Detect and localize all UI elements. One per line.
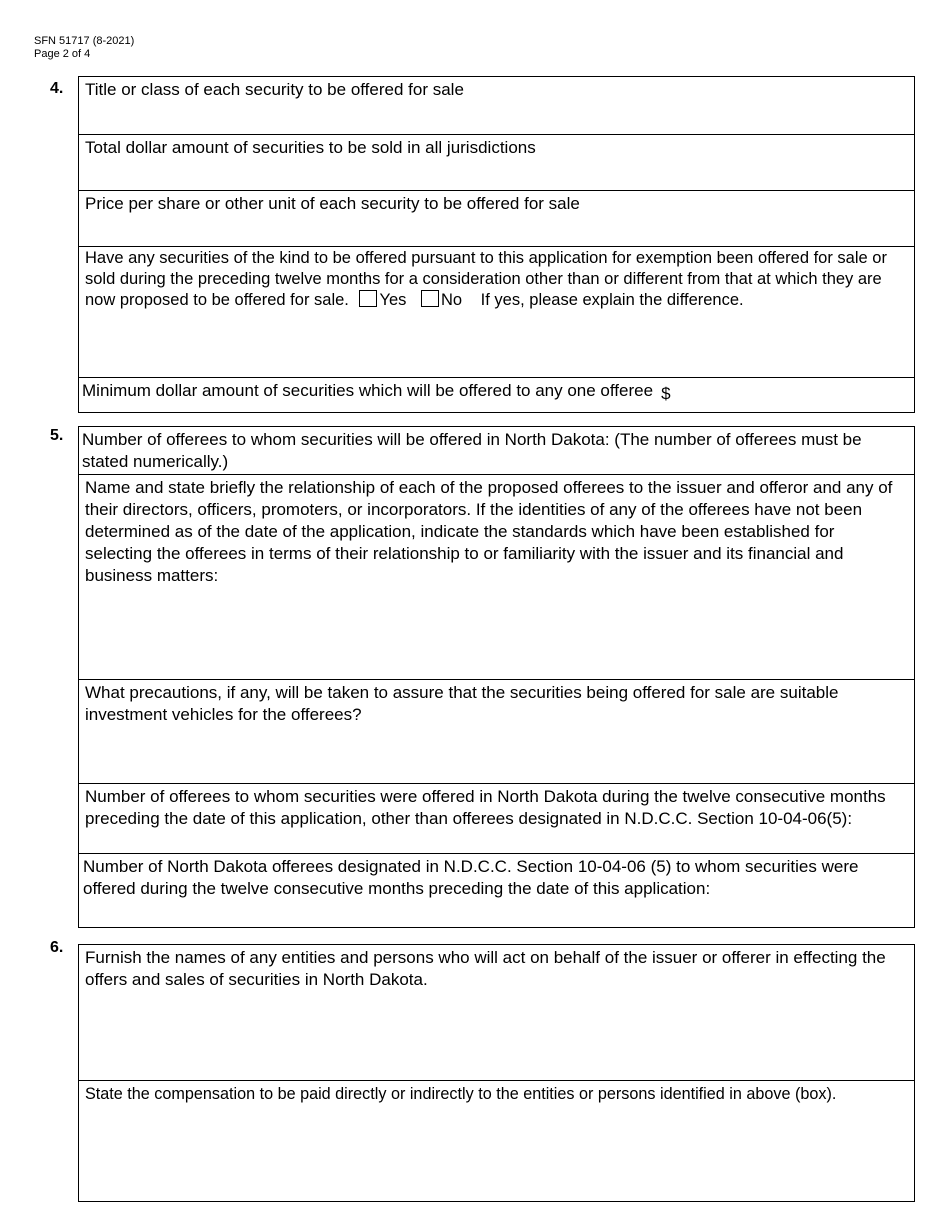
section-4-box	[78, 76, 915, 413]
dollar-sign: $	[661, 384, 671, 403]
title-class-field[interactable]	[79, 77, 914, 135]
precautions-label: What precautions, if any, will be taken to assure that the securities being offered for sale are suitable investment vehicles for the offerees?	[85, 683, 839, 724]
minimum-amount-label: Minimum dollar amount of securities which will be offered to any one offeree	[82, 381, 654, 400]
yes-label: Yes	[379, 291, 407, 309]
no-checkbox[interactable]	[421, 290, 439, 307]
section-6-number: 6.	[50, 939, 64, 956]
title-class-label: Title or class of each security to be offered for sale	[85, 80, 464, 99]
prior-offer-field[interactable]	[79, 246, 914, 377]
compensation-field[interactable]	[79, 1080, 914, 1202]
prior-offerees-field[interactable]	[79, 783, 914, 853]
form-id: SFN 51717 (8-2021)	[34, 35, 135, 47]
precautions-field[interactable]	[79, 679, 914, 783]
agents-label: Furnish the names of any entities and persons who will act on behalf of the issuer or offerer in effecting the offers and sales of securities in North Dakota.	[85, 948, 886, 989]
price-per-share-field[interactable]	[79, 190, 914, 246]
relationship-label: Name and state briefly the relationship of each of the proposed offerees to the issuer and offeror and any of their directors, officers, promoters, or incorporators. If the identities of any of the offerees have not been determined as of the date of the application, indicate the standards which have been established for selecting the offerees in terms of their relationship to or familiarity with the issuer and its financial and business matters:	[85, 478, 893, 585]
section-5-number: 5.	[50, 427, 64, 444]
section-6-box	[78, 944, 915, 1202]
section-5-box	[78, 426, 915, 928]
yes-checkbox[interactable]	[359, 290, 377, 307]
prior-offer-question: Have any securities of the kind to be offered pursuant to this application for exemption been offered for sale or sold during the preceding twelve months for a consideration other than or different from that at which they are now proposed to be offered for sale.	[85, 249, 887, 309]
no-label: No	[440, 291, 463, 309]
relationship-field[interactable]	[79, 474, 914, 679]
total-amount-field[interactable]	[79, 134, 914, 190]
num-offerees-field[interactable]	[79, 427, 914, 475]
compensation-label: State the compensation to be paid directly or indirectly to the entities or persons identified in above (box).	[85, 1085, 837, 1103]
total-amount-label: Total dollar amount of securities to be sold in all jurisdictions	[85, 138, 536, 157]
prior-offerees-label: Number of offerees to whom securities were offered in North Dakota during the twelve consecutive months preceding the date of this application, other than offerees designated in N.D.C.C. Section 10-04-06(5):	[85, 787, 886, 828]
num-offerees-label: Number of offerees to whom securities will be offered in North Dakota: (The number of offerees must be stated numerically.)	[82, 430, 862, 471]
explain-instruction: If yes, please explain the difference.	[480, 291, 744, 309]
agents-field[interactable]	[79, 945, 914, 1081]
price-per-share-label: Price per share or other unit of each security to be offered for sale	[85, 194, 580, 213]
page-number: Page 2 of 4	[34, 48, 91, 60]
minimum-amount-field[interactable]	[79, 377, 914, 413]
designated-offerees-field[interactable]	[79, 853, 914, 928]
designated-offerees-label: Number of North Dakota offerees designated in N.D.C.C. Section 10-04-06 (5) to whom securities were offered during the twelve consecutive months preceding the date of this application:	[83, 857, 859, 898]
section-4-number: 4.	[50, 80, 64, 97]
